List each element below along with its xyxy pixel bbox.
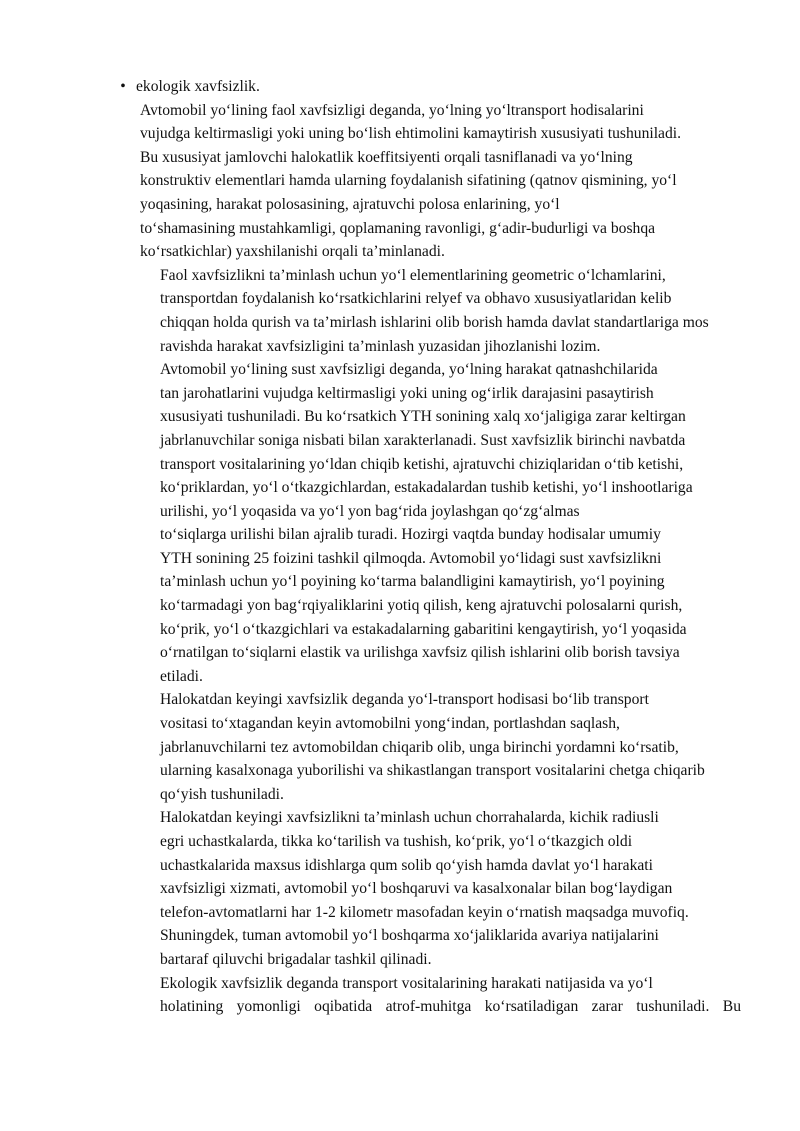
text-line: Avtomobil yo‘lining sust xavfsizligi deganda, yo‘lning harakat qatnashchilarida [160, 361, 658, 379]
text-line: holatining yomonligi oqibatida atrof-muhitga ko‘rsatiladigan zarar tushuniladi. Bu [160, 998, 741, 1016]
text-line: transport vositalarining yo‘ldan chiqib ketishi, ajratuvchi chiziqlaridan o‘tib ketishi, [160, 455, 684, 473]
text-line: jabrlanuvchilar soniga nisbati bilan xarakterlanadi. Sust xavfsizlik birinchi navbatda [160, 431, 686, 449]
text-line: yoqasining, harakat polosasining, ajratuvchi polosa enlarining, yo‘l [140, 195, 560, 213]
text-line: Avtomobil yo‘lining faol xavfsizligi deganda, yo‘lning yo‘ltransport hodisalarini [140, 101, 644, 119]
text-line: vositasi to‘xtagandan keyin avtomobilni yong‘indan, portlashdan saqlash, [160, 715, 620, 733]
text-line: tan jarohatlarini vujudga keltirmasligi yoki uning og‘irlik darajasini pasaytirish [160, 384, 654, 402]
text-line: ravishda harakat xavfsizligini ta’minlash yuzasidan jihozlanishi lozim. [160, 337, 601, 355]
text-line: to‘shamasining mustahkamligi, qoplamaning ravonligi, g‘adir-budurligi va boshqa [140, 219, 656, 237]
text-line: o‘rnatilgan to‘siqlarni elastik va urilishga xavfsiz qilish ishlarini olib borish tavsiya [160, 644, 680, 662]
paragraph-active-safety [116, 99, 741, 264]
text-line: xususiyati tushuniladi. Bu ko‘rsatkich YTH sonining xalq xo‘jaligiga zarar keltirgan [160, 408, 686, 426]
text-line: egri uchastkalarda, tikka ko‘tarilish va tushish, ko‘prik, yo‘l o‘tkazgich oldi [160, 833, 633, 850]
paragraph-ecological-safety [116, 972, 741, 1019]
text-line: Bu xususiyat jamlovchi halokatlik koeffitsiyenti orqali tasniflanadi va yo‘lning [140, 148, 633, 166]
paragraph-active-safety-measures [116, 264, 741, 358]
text-line: Halokatdan keyingi xavfsizlikni ta’minlash uchun chorrahalarda, kichik radiusli [160, 809, 659, 827]
document-page [116, 75, 741, 1019]
text-line: chiqqan holda qurish va ta’mirlash ishlarini olib borish hamda davlat standartlariga mos [160, 313, 709, 331]
text-line: Faol xavfsizlikni ta’minlash uchun yo‘l elementlarining geometric o‘lchamlarini, [160, 266, 666, 284]
text-line: uchastkalarida maxsus idishlarga qum solib qo‘yish hamda davlat yo‘l harakati [160, 856, 653, 874]
bullet-dot-icon: • [120, 78, 126, 95]
bullet-item-text: ekologik xavfsizlik. [136, 78, 260, 95]
text-line: jabrlanuvchilarni tez avtomobildan chiqarib olib, unga birinchi yordamni ko‘rsatib, [160, 738, 679, 756]
paragraph-post-crash-safety [116, 688, 741, 806]
text-line: vujudga keltirmasligi yoki uning bo‘lish ehtimolini kamaytirish xususiyati tushuniladi. [140, 125, 681, 143]
text-line: ko‘prik, yo‘l o‘tkazgichlari va estakadalarning gabaritini kengaytirish, yo‘l yoqasida [160, 620, 687, 638]
text-line: xavfsizligi xizmati, avtomobil yo‘l boshqaruvi va kasalxonalar bilan bog‘laydigan [160, 880, 673, 898]
text-line: ko‘rsatkichlar) yaxshilanishi orqali ta’minlanadi. [140, 243, 445, 261]
text-line: YTH sonining 25 foizini tashkil qilmoqda. Avtomobil yo‘lidagi sust xavfsizlikni [160, 549, 662, 567]
text-line: ko‘tarmadagi yon bag‘rqiyaliklarini yotiq qilish, keng ajratuvchi polosalarni qurish, [160, 597, 683, 615]
text-line: bartaraf qiluvchi brigadalar tashkil qilinadi. [160, 950, 432, 968]
text-line: Ekologik xavfsizlik deganda transport vositalarining harakati natijasida va yo‘l [160, 974, 653, 992]
text-line: ta’minlash uchun yo‘l poyining ko‘tarma balandligini kamaytirish, yo‘l poyining [160, 573, 665, 591]
text-line: qo‘yish tushuniladi. [160, 785, 284, 803]
text-line: konstruktiv elementlari hamda ularning foydalanish sifatining (qatnov qismining, yo‘l [140, 172, 677, 190]
text-line: to‘siqlarga urilishi bilan ajralib turadi. Hozirgi vaqtda bunday hodisalar umumiy [160, 526, 661, 544]
text-line: telefon-avtomatlarni har 1-2 kilometr masofadan keyin o‘rnatish maqsadga muvofiq. [160, 903, 689, 921]
paragraph-passive-safety [116, 358, 741, 688]
text-line: Halokatdan keyingi xavfsizlik deganda yo‘l-transport hodisasi bo‘lib transport [160, 691, 649, 709]
text-line: ularning kasalxonaga yuborilishi va shikastlangan transport vositalarini chetga chiqarib [160, 762, 705, 780]
bullet-item [116, 75, 741, 99]
text-line: ko‘priklardan, yo‘l o‘tkazgichlardan, estakadalardan tushib ketishi, yo‘l inshootlariga [160, 479, 693, 497]
paragraph-post-crash-measures [116, 806, 741, 971]
text-line: Shuningdek, tuman avtomobil yo‘l boshqarma xo‘jaliklarida avariya natijalarini [160, 927, 659, 945]
text-line: urilishi, yo‘l yoqasida va yo‘l yon bag‘rida joylashgan qo‘zg‘almas [160, 502, 580, 520]
text-line: etiladi. [160, 667, 203, 685]
text-line: transportdan foydalanish ko‘rsatkichlarini relyef va obhavo xususiyatlaridan kelib [160, 290, 672, 308]
